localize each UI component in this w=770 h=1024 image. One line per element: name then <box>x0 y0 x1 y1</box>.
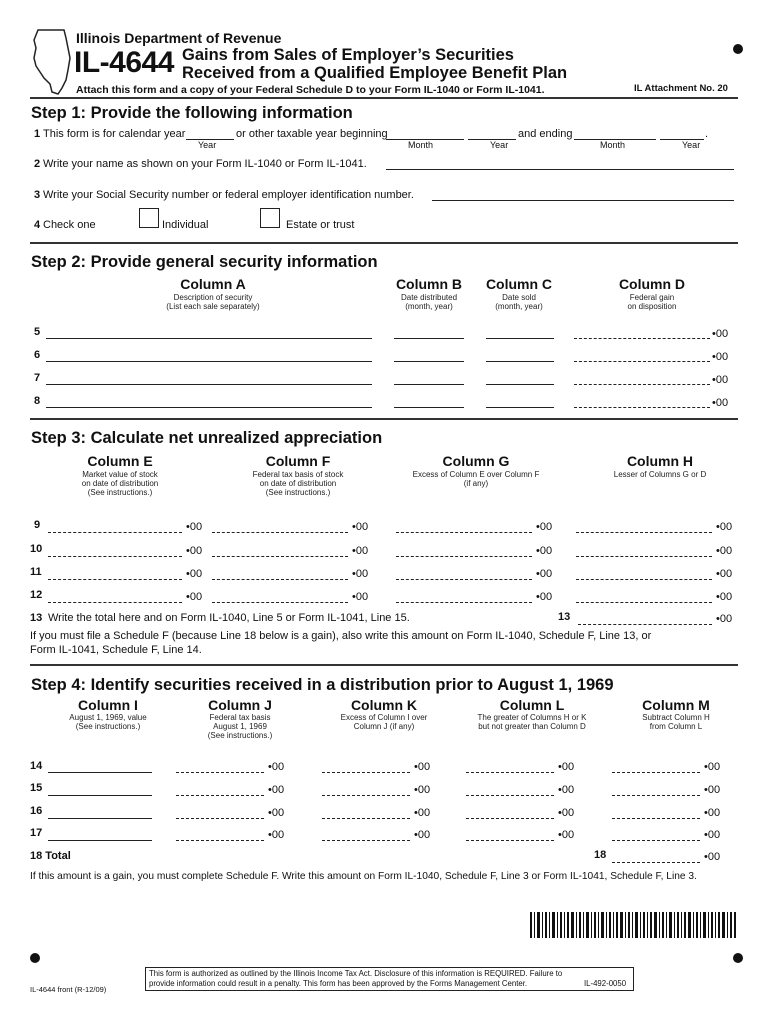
line11-column-h-input[interactable] <box>576 567 712 580</box>
column-i-header: Column I <box>78 697 138 713</box>
line18-ref: 18 <box>594 849 607 861</box>
cents-00: •00 <box>414 807 431 819</box>
cents-00: •00 <box>186 545 203 557</box>
line14-column-m-input[interactable] <box>612 760 700 773</box>
begin-year-caption: Year <box>490 140 509 150</box>
cents-00: •00 <box>704 784 721 796</box>
cents-00: •00 <box>704 807 721 819</box>
line1-ending-label: and ending <box>518 128 573 140</box>
column-c-desc: Date sold (month, year) <box>495 293 543 311</box>
line12-column-f-input[interactable] <box>212 590 348 603</box>
line17-column-j-input[interactable] <box>176 828 264 841</box>
step3-divider <box>30 664 738 666</box>
line-number: 16 <box>30 805 43 817</box>
cents-00: •00 <box>712 374 729 386</box>
form-title-line1: Gains from Sales of Employer’s Securities <box>182 46 514 64</box>
line9-column-e-input[interactable] <box>48 520 182 533</box>
column-e-desc: Market value of stock on date of distribution (See instructions.) <box>81 470 159 497</box>
line-number: 11 <box>30 566 42 578</box>
line3-number: 3 <box>34 189 41 201</box>
cents-00: •00 <box>704 829 721 841</box>
line13-label: Write the total here and on Form IL-1040, Line 5 or Form IL-1041, Line 15. <box>48 612 410 624</box>
cents-00: •00 <box>716 521 733 533</box>
disclosure-line1: This form is authorized as outlined by the Illinois Income Tax Act. Disclosure of this information is REQUIRED. Failure to <box>149 969 563 978</box>
registration-dot-bottom-left <box>30 953 40 963</box>
line7-column-d-input[interactable] <box>574 372 710 385</box>
column-m-desc: Subtract Column H from Column L <box>642 713 710 731</box>
line-number: 6 <box>34 349 41 361</box>
line5-column-b-input[interactable] <box>394 326 464 339</box>
column-i-desc: August 1, 1969, value (See instructions.) <box>69 713 147 731</box>
line-number: 8 <box>34 395 41 407</box>
column-h-header: Column H <box>626 453 694 469</box>
line18-label: 18 Total <box>30 850 71 862</box>
schedule-f-note-line2: Form IL-1041, Schedule F, Line 14. <box>30 644 202 656</box>
line8-column-a-input[interactable] <box>46 395 372 408</box>
individual-label: Individual <box>162 219 209 231</box>
column-f-desc: Federal tax basis of stock on date of distribution (See instructions.) <box>252 470 344 497</box>
column-h-desc: Lesser of Columns G or D <box>613 470 707 479</box>
cents-00: •00 <box>268 784 285 796</box>
cents-00: •00 <box>536 568 553 580</box>
disclosure-line2: provide information could result in a penalty. This form has been approved by the Forms Management Center. <box>149 979 528 988</box>
line9-column-h-input[interactable] <box>576 520 712 533</box>
cents-00: •00 <box>536 521 553 533</box>
line-number: 5 <box>34 326 41 338</box>
form-title-line2: Received from a Qualified Employee Benefit Plan <box>182 64 568 82</box>
column-m-header: Column M <box>642 697 710 713</box>
ssn-fein-input[interactable] <box>432 188 734 201</box>
line5-column-d-input[interactable] <box>574 326 710 339</box>
line14-column-k-input[interactable] <box>322 760 410 773</box>
line10-column-h-input[interactable] <box>576 544 712 557</box>
form-number: IL-4644 <box>74 46 174 79</box>
cents-00: •00 <box>712 397 729 409</box>
line5-column-c-input[interactable] <box>486 326 554 339</box>
cents-00: •00 <box>414 829 431 841</box>
form-id-label: IL-4644 front (R-12/09) <box>30 985 107 994</box>
cents-00: •00 <box>716 613 733 625</box>
line1-number: 1 <box>34 128 41 140</box>
column-c-header: Column C <box>485 276 553 292</box>
cents-00: •00 <box>414 761 431 773</box>
schedule-f-note-line1: If you must file a Schedule F (because Line 18 below is a gain), also write this amount on Form IL-1040, Schedule F, Line 13, or <box>30 630 652 642</box>
cents-00: •00 <box>536 591 553 603</box>
column-g-desc: Excess of Column E over Column F (if any) <box>412 470 540 488</box>
cents-00: •00 <box>352 591 369 603</box>
line6-column-d-input[interactable] <box>574 349 710 362</box>
line12-column-h-input[interactable] <box>576 590 712 603</box>
line8-column-c-input[interactable] <box>486 395 554 408</box>
column-j-desc: Federal tax basis August 1, 1969 (See instructions.) <box>207 713 273 740</box>
column-f-header: Column F <box>265 453 331 469</box>
individual-checkbox[interactable] <box>139 208 159 228</box>
line18-total-input[interactable] <box>612 850 700 863</box>
cents-00: •00 <box>558 829 575 841</box>
step3-title: Step 3: Calculate net unrealized appreciation <box>31 429 383 447</box>
line12-column-e-input[interactable] <box>48 590 182 603</box>
registration-dot-bottom-right <box>733 953 743 963</box>
agency-name: Illinois Department of Revenue <box>76 30 282 46</box>
cents-00: •00 <box>704 761 721 773</box>
end-month-caption: Month <box>600 140 626 150</box>
line1-period: . <box>705 128 709 140</box>
line7-column-a-input[interactable] <box>46 372 372 385</box>
line5-column-a-input[interactable] <box>46 326 372 339</box>
line7-column-b-input[interactable] <box>394 372 464 385</box>
line2-number: 2 <box>34 158 41 170</box>
cents-00: •00 <box>186 591 203 603</box>
disclosure-box <box>145 967 634 991</box>
line1-or-label: or other taxable year beginning <box>236 128 388 140</box>
line11-column-e-input[interactable] <box>48 567 182 580</box>
step2-title: Step 2: Provide general security information <box>31 253 378 271</box>
step4-title: Step 4: Identify securities received in a distribution prior to August 1, 1969 <box>31 676 614 694</box>
line11-column-f-input[interactable] <box>212 567 348 580</box>
step1-title: Step 1: Provide the following information <box>31 104 353 122</box>
cents-00: •00 <box>716 568 733 580</box>
cents-00: •00 <box>352 545 369 557</box>
end-month-input[interactable] <box>574 127 656 140</box>
barcode-icon <box>530 912 736 938</box>
line15-column-m-input[interactable] <box>612 783 700 796</box>
line14-column-j-input[interactable] <box>176 760 264 773</box>
line14-column-i-input[interactable] <box>48 760 152 773</box>
end-year-caption: Year <box>682 140 701 150</box>
line6-column-b-input[interactable] <box>394 349 464 362</box>
column-b-desc: Date distributed (month, year) <box>400 293 458 311</box>
attach-note: Attach this form and a copy of your Federal Schedule D to your Form IL-1040 or Form IL-1041. <box>76 84 545 96</box>
cents-00: •00 <box>704 851 721 863</box>
cents-00: •00 <box>186 568 203 580</box>
begin-month-input[interactable] <box>386 127 464 140</box>
begin-month-caption: Month <box>408 140 434 150</box>
line17-column-m-input[interactable] <box>612 828 700 841</box>
line15-column-i-input[interactable] <box>48 783 152 796</box>
column-l-desc: The greater of Columns H or K but not greater than Column D <box>477 713 587 731</box>
cents-00: •00 <box>268 761 285 773</box>
line16-column-m-input[interactable] <box>612 806 700 819</box>
cents-00: •00 <box>558 761 575 773</box>
line10-column-e-input[interactable] <box>48 544 182 557</box>
line16-column-i-input[interactable] <box>48 806 152 819</box>
begin-year-input[interactable] <box>468 127 516 140</box>
column-k-header: Column K <box>350 697 418 713</box>
cents-00: •00 <box>414 784 431 796</box>
line4-label: Check one <box>43 219 96 231</box>
calendar-year-input[interactable] <box>186 127 234 140</box>
line-number: 10 <box>30 543 43 555</box>
line8-column-b-input[interactable] <box>394 395 464 408</box>
calendar-year-caption: Year <box>198 140 217 150</box>
cents-00: •00 <box>712 328 729 340</box>
line15-column-k-input[interactable] <box>322 783 410 796</box>
estate-trust-label: Estate or trust <box>286 219 355 231</box>
line4-number: 4 <box>34 219 41 231</box>
line6-column-a-input[interactable] <box>46 349 372 362</box>
column-e-header: Column E <box>87 453 153 469</box>
column-b-header: Column B <box>395 276 463 292</box>
end-year-input[interactable] <box>660 127 704 140</box>
cents-00: •00 <box>268 829 285 841</box>
line10-column-g-input[interactable] <box>396 544 532 557</box>
cents-00: •00 <box>716 545 733 557</box>
line-number: 9 <box>34 519 41 531</box>
line16-column-k-input[interactable] <box>322 806 410 819</box>
line18-note: If this amount is a gain, you must complete Schedule F. Write this amount on Form IL-1040, Schedule F, Line 3 or Form IL-1041, Schedule F, Line 3. <box>30 871 697 882</box>
line15-column-j-input[interactable] <box>176 783 264 796</box>
line14-column-l-input[interactable] <box>466 760 554 773</box>
line15-column-l-input[interactable] <box>466 783 554 796</box>
header-divider <box>30 97 738 99</box>
line17-column-i-input[interactable] <box>48 828 152 841</box>
column-d-header: Column D <box>618 276 686 292</box>
illinois-map-icon <box>30 26 76 98</box>
taxpayer-name-input[interactable] <box>386 157 734 170</box>
cents-00: •00 <box>352 568 369 580</box>
line17-column-k-input[interactable] <box>322 828 410 841</box>
line11-column-g-input[interactable] <box>396 567 532 580</box>
column-a-desc: Description of security (List each sale separately) <box>166 293 260 311</box>
line10-column-f-input[interactable] <box>212 544 348 557</box>
registration-dot-top-right <box>733 44 743 54</box>
line12-column-g-input[interactable] <box>396 590 532 603</box>
line13-ref: 13 <box>558 611 571 623</box>
line17-column-l-input[interactable] <box>466 828 554 841</box>
cents-00: •00 <box>536 545 553 557</box>
line-number: 17 <box>30 827 43 839</box>
column-l-header: Column L <box>499 697 565 713</box>
disclosure-code: IL-492-0050 <box>584 979 627 988</box>
cents-00: •00 <box>352 521 369 533</box>
line16-column-j-input[interactable] <box>176 806 264 819</box>
line7-column-c-input[interactable] <box>486 372 554 385</box>
column-k-desc: Excess of Column I over Column J (if any) <box>340 713 428 731</box>
cents-00: •00 <box>558 784 575 796</box>
line3-label: Write your Social Security number or federal employer identification number. <box>43 189 414 201</box>
line2-label: Write your name as shown on your Form IL-1040 or Form IL-1041. <box>43 158 367 170</box>
line-number: 15 <box>30 782 43 794</box>
cents-00: •00 <box>716 591 733 603</box>
step1-divider <box>30 242 738 244</box>
line-number: 7 <box>34 372 41 384</box>
estate-trust-checkbox[interactable] <box>260 208 280 228</box>
cents-00: •00 <box>712 351 729 363</box>
line13-number: 13 <box>30 612 43 624</box>
line16-column-l-input[interactable] <box>466 806 554 819</box>
step2-divider <box>30 418 738 420</box>
line8-column-d-input[interactable] <box>574 395 710 408</box>
cents-00: •00 <box>186 521 203 533</box>
column-j-header: Column J <box>208 697 272 713</box>
line-number: 12 <box>30 589 43 601</box>
line-number: 14 <box>30 760 43 772</box>
line6-column-c-input[interactable] <box>486 349 554 362</box>
line9-column-g-input[interactable] <box>396 520 532 533</box>
attachment-number: IL Attachment No. 20 <box>634 83 728 94</box>
cents-00: •00 <box>268 807 285 819</box>
line13-total-input[interactable] <box>578 612 712 625</box>
column-d-desc: Federal gain on disposition <box>627 293 677 311</box>
column-a-header: Column A <box>180 276 246 292</box>
cents-00: •00 <box>558 807 575 819</box>
line1-label: This form is for calendar year <box>43 128 186 140</box>
column-g-header: Column G <box>442 453 510 469</box>
line9-column-f-input[interactable] <box>212 520 348 533</box>
